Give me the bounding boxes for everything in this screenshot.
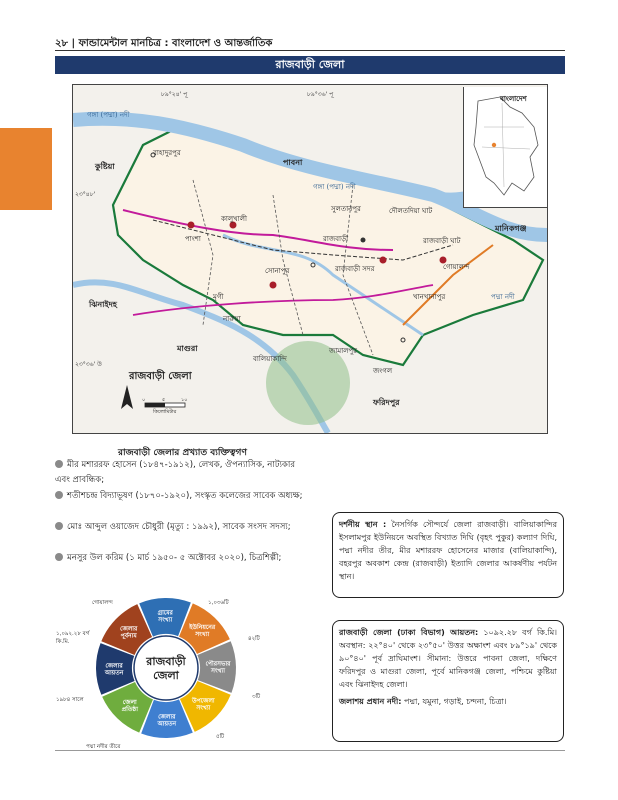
page-title: রাজবাড়ী জেলা xyxy=(55,56,565,74)
rajbari-location-marker xyxy=(492,143,496,147)
wheel-segment-label: জেলা xyxy=(122,698,137,706)
upazila-marker xyxy=(188,222,195,229)
facts-text: ১০৯২.২৮ বর্গ কি.মি। অবস্থান: ২২°৪০' থেকে ২৩°৫০' উত্তর অক্ষাংশ এবং ৮৯°১৯' থেকে ৯০°৪০' পূর্ব দ্রাঘিমাংশ। সীমানা: উত্তরে পাবনা জেলা, দক্ষিণে ফরিদপুর ও মাগুরা জেলা, পূর্বে মানিকগঞ্জ জেলা, পশ্চিমে কুষ্টিয়া এবং ঝিনাইদহ জেলা। xyxy=(339,628,558,689)
coord-left-bottom: ২৩°৩৬' উ xyxy=(75,361,102,368)
person-item: মীর মশাররফ হোসেন (১৮৪৭-১৯১২), লেখক, ঔপন্যাসিক, নাট্যকার এবং প্রাবন্ধিক; xyxy=(55,460,296,485)
bullet-icon xyxy=(55,522,63,530)
coord-left-top: ২৩°৪৮' xyxy=(75,191,96,198)
wheel-value: ৪২টি xyxy=(248,636,260,642)
wheel-center-label: রাজবাড়ী xyxy=(146,655,186,668)
facts-heading: রাজবাড়ী জেলা (ঢাকা বিভাগ) আয়তন: xyxy=(339,628,479,637)
footer-rule xyxy=(55,750,565,751)
district-facts-box xyxy=(332,620,564,742)
wheel-segment-label: গ্রামের xyxy=(157,609,173,617)
wheel-value: গোয়ালন্দ xyxy=(92,600,113,606)
place-label: সোনাপুর xyxy=(265,267,290,275)
map-legend-title: রাজবাড়ী জেলা xyxy=(129,371,192,382)
wheel-value: ১৯৮৪ সালে xyxy=(56,697,84,703)
place-label: বাহাদুরপুর xyxy=(153,149,181,157)
place-label: কালুখালী xyxy=(221,215,247,223)
scale-tick-10: ১০ xyxy=(181,397,188,403)
place-label: পাংশা xyxy=(185,235,201,243)
persons-title: রাজবাড়ী জেলার প্রখ্যাত ব্যক্তিত্বগণ xyxy=(118,448,247,458)
label-kushtia: কুষ্টিয়া xyxy=(95,162,115,171)
place-label: জংগল xyxy=(373,367,393,375)
place-label: দৌলতদিয়া ঘাট xyxy=(389,207,433,215)
tourism-label: দর্শনীয় স্থান : xyxy=(339,520,387,529)
wheel-center-label: জেলা xyxy=(153,669,179,682)
town-marker xyxy=(361,238,366,243)
label-faridpur: ফরিদপুর xyxy=(373,398,400,407)
wheel-value: ৩টি xyxy=(252,694,261,700)
wheel-value: ১,০৩৬টি xyxy=(208,600,229,606)
place-label: রাজবাড়ী xyxy=(323,235,349,243)
bangladesh-outline xyxy=(474,97,538,195)
wheel-canvas xyxy=(86,592,246,744)
wheel-segment-label: পৌরসভার xyxy=(205,660,231,668)
wheel-segment-label: সংখ্যা xyxy=(195,631,210,639)
running-head: ২৮ | ফান্ডামেন্টাল মানচিত্র : বাংলাদেশ ও আন্তর্জাতিক xyxy=(55,38,273,49)
label-manikganj: মানিকগঞ্জ xyxy=(495,224,527,233)
label-river-ganga-2: গঙ্গা (পদ্মা) নদী xyxy=(313,183,356,191)
label-pabna: পাবনা xyxy=(283,158,303,167)
person-item: শতীশচন্দ্র বিদ্যাভূষণ (১৮৭০-১৯২০), সংস্কৃত কলেজের সাবেক অধ্যক্ষ; xyxy=(55,489,310,504)
wheel-segment-label: উপজেলা xyxy=(191,697,215,705)
person-item: মোঃ আব্দুল ওয়াজেদ চৌধুরী (মৃত্যু : ১৯৯২), সাবেক সংসদ সদস্য; xyxy=(55,520,310,535)
bullet-icon xyxy=(55,460,63,468)
wheel-value: ৫টি xyxy=(216,734,225,740)
wheel-segment-label: জেলার xyxy=(105,662,123,670)
label-river-ganga: গঙ্গা (পদ্মা) নদী xyxy=(87,111,130,119)
tourism-box xyxy=(332,512,564,598)
coord-top-left: ৮৯°২৪' পূ xyxy=(161,91,188,98)
place-label: রাজবাড়ী সদর xyxy=(335,265,375,273)
tourism-text: নৈসর্গিক সৌন্দর্যে জেলা রাজবাড়ী। বালিয়াকান্দির ইসলামপুর ইউনিয়নে অবস্থিত বিখ্যাত দিঘি (বৃহৎ পুকুর) কল্যাণ দিঘি, পদ্মা নদীর তীর, মীর মশাররফ হোসেনের মাজার (বালিয়াকান্দি), বহরপুর অবকাশ কেন্দ্র (রাজবাড়ী) ইত্যাদি জেলার আকর্ষণীয় পর্যটন স্থান। xyxy=(339,520,558,581)
inset-title: বাংলাদেশ xyxy=(500,95,527,103)
bullet-icon xyxy=(55,491,63,499)
place-label: সুলতানপুর xyxy=(331,205,361,213)
wheel-segment-label: জেলার xyxy=(158,713,176,721)
label-river-padma: পদ্মা নদী xyxy=(491,293,515,301)
district-map xyxy=(72,84,548,434)
upazila-marker xyxy=(380,257,387,264)
wheel-segment-label: প্রতিষ্ঠা xyxy=(121,705,138,713)
place-label: রাজবাড়ী ঘাট xyxy=(423,237,461,245)
rivers-label: জলাশয় প্রধান নদী: xyxy=(339,697,402,706)
place-label: নারুয়া xyxy=(223,315,241,323)
place-label: মৃগী xyxy=(213,293,224,301)
wheel-segment-label: সংখ্যা xyxy=(196,704,211,712)
scale-unit: কিলোমিটার xyxy=(153,409,177,415)
header-rule xyxy=(55,50,565,51)
wheel-value: পদ্মা নদীর তীরে xyxy=(86,744,121,750)
coord-top-mid: ৮৯°৩৬' পূ xyxy=(307,91,334,98)
orange-side-tab xyxy=(0,128,52,210)
scale-tick-0: ০ xyxy=(142,397,146,403)
bullet-icon xyxy=(55,553,63,561)
wheel-segment-label: সংখ্যা xyxy=(158,616,173,624)
upazila-marker xyxy=(270,282,277,289)
place-label: বালিয়াকান্দি xyxy=(253,355,287,363)
wheel-value: ১,০৯২.২৮ বর্গ কি.মি. xyxy=(56,631,90,645)
wheel-segment-label: জেলার xyxy=(120,625,138,633)
place-label: গোয়ালন্দ xyxy=(443,263,470,271)
person-item: মনসুর উল করিম (১ মার্চ ১৯৫০- ৫ অক্টোবর ২০২০), চিত্রশিল্পী; xyxy=(55,551,310,566)
label-magura: মাগুরা xyxy=(177,344,198,353)
wheel-segment-label: সংখ্যা xyxy=(211,667,225,675)
wheel-segment-label: আয়তন xyxy=(157,720,177,728)
place-label: খানখানাপুর xyxy=(413,293,446,301)
wheel-segment-label: ইউনিয়নের xyxy=(189,624,216,632)
label-jhenaidah: ঝিনাইদহ xyxy=(89,300,118,309)
wheel-segment-label: পূর্বনাম xyxy=(120,632,137,640)
place-label: জামালপুর xyxy=(329,347,358,355)
scale-tick-5: ৫ xyxy=(162,397,166,403)
rivers-text: পদ্মা, যমুনা, গড়াই, চন্দনা, চিত্রা। xyxy=(404,697,507,706)
wheel-center xyxy=(134,636,198,700)
wheel-segment-label: আয়তন xyxy=(104,669,124,677)
district-info-wheel xyxy=(86,592,246,744)
bangladesh-inset-map xyxy=(463,87,547,208)
